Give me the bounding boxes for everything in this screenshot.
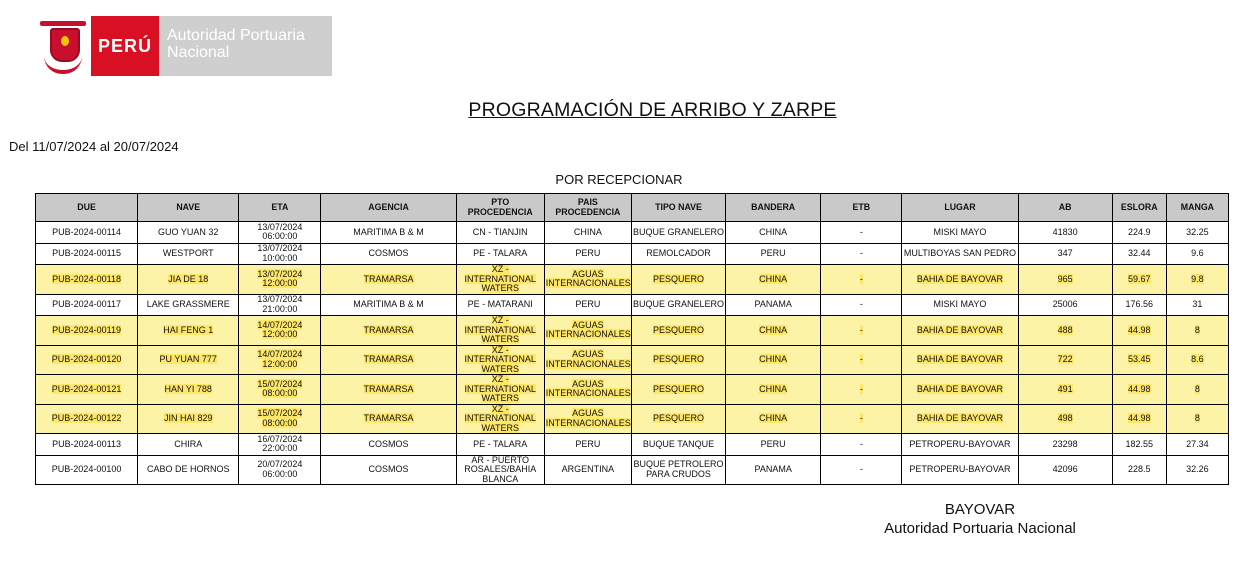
cell-value: AGUAS INTERNACIONALES	[545, 268, 631, 289]
cell-value: PE - TALARA	[473, 438, 528, 449]
table-cell	[726, 455, 821, 485]
table-cell	[821, 404, 902, 434]
table-cell	[456, 404, 544, 434]
cell-value: 41830	[1052, 226, 1078, 237]
table-cell	[902, 434, 1018, 456]
cell-value: CHINA	[759, 413, 788, 423]
table-cell	[321, 294, 456, 316]
cell-value: HAN YI 788	[164, 383, 212, 394]
cell-value: PUB-2024-00117	[52, 299, 122, 309]
table-row	[36, 434, 1229, 456]
cell-value: -	[859, 413, 863, 423]
column-header: LUGAR	[902, 194, 1018, 222]
table-cell	[1166, 434, 1228, 456]
table-cell	[239, 404, 321, 434]
table-cell	[902, 294, 1018, 316]
table-cell	[239, 222, 321, 244]
table-row	[36, 455, 1229, 485]
table-cell	[1018, 294, 1112, 316]
logo-org-line2: Nacional	[167, 44, 230, 61]
column-header: ETB	[821, 194, 902, 222]
table-cell	[138, 222, 239, 244]
table-cell	[1018, 434, 1112, 456]
table-cell	[821, 455, 902, 485]
cell-value: 44.98	[1127, 324, 1151, 335]
cell-value: PUB-2024-00120	[51, 354, 122, 364]
table-cell	[544, 375, 631, 405]
cell-value: 44.98	[1127, 383, 1151, 394]
cell-value: 20/07/2024 06:00:00	[257, 459, 303, 479]
cell-value: 965	[1057, 273, 1073, 284]
cell-value: PE - TALARA	[473, 248, 528, 258]
cell-value: PUB-2024-00122	[51, 413, 122, 423]
table-cell	[902, 455, 1018, 485]
cell-value: 15/07/2024 08:00:00	[257, 378, 303, 399]
table-cell	[631, 434, 725, 456]
table-cell	[1018, 375, 1112, 405]
section-title: POR RECEPCIONAR	[555, 172, 683, 187]
cell-value: 8.6	[1191, 354, 1204, 364]
table-cell	[1112, 345, 1166, 375]
cell-value: PUB-2024-00100	[51, 464, 122, 474]
cell-value: 498	[1057, 413, 1073, 423]
cell-value: XZ - INTERNATIONAL WATERS	[464, 264, 536, 293]
table-cell	[726, 316, 821, 346]
cell-value: COSMOS	[368, 464, 409, 474]
logo-org-name	[159, 16, 332, 76]
cell-value: XZ - INTERNATIONAL WATERS	[464, 315, 536, 344]
cell-value: PESQUERO	[653, 324, 705, 335]
cell-value: XZ - INTERNATIONAL WATERS	[464, 345, 536, 374]
cell-value: BAHIA DE BAYOVAR	[916, 354, 1004, 364]
table-cell	[1018, 404, 1112, 434]
table-row	[36, 345, 1229, 375]
cell-value: CHINA	[759, 383, 788, 394]
page-title: PROGRAMACIÓN DE ARRIBO Y ZARPE	[468, 99, 837, 121]
table-cell	[1112, 222, 1166, 244]
cell-value: 32.25	[1186, 226, 1209, 237]
table-cell	[321, 265, 456, 295]
table-cell	[1018, 345, 1112, 375]
table-cell	[1112, 294, 1166, 316]
table-cell	[631, 316, 725, 346]
cell-value: -	[859, 438, 863, 449]
cell-value: PANAMA	[754, 299, 792, 309]
table-cell	[36, 316, 138, 346]
table-cell	[239, 294, 321, 316]
table-cell	[821, 434, 902, 456]
table-cell	[631, 222, 725, 244]
cell-value: COSMOS	[368, 248, 409, 258]
table-cell	[36, 375, 138, 405]
cell-value: CHINA	[759, 324, 788, 335]
cell-value: JIA DE 18	[168, 273, 209, 284]
cell-value: LAKE GRASSMERE	[146, 299, 230, 309]
cell-value: -	[859, 324, 863, 335]
table-cell	[36, 404, 138, 434]
table-cell	[726, 434, 821, 456]
table-cell	[631, 455, 725, 485]
schedule-table	[35, 193, 1229, 485]
table-cell	[456, 243, 544, 265]
cell-value: 8	[1194, 413, 1200, 423]
table-cell	[1166, 294, 1228, 316]
table-cell	[821, 375, 902, 405]
cell-value: 347	[1057, 248, 1073, 258]
cell-value: PUB-2024-00118	[52, 273, 122, 284]
table-row	[36, 316, 1229, 346]
logo-country: PERÚ	[91, 16, 159, 76]
table-cell	[544, 222, 631, 244]
table-cell	[1112, 434, 1166, 456]
cell-value: PUB-2024-00113	[52, 438, 122, 449]
cell-value: PU YUAN 777	[159, 354, 217, 364]
cell-value: PETROPERU-BAYOVAR	[909, 438, 1011, 449]
table-cell	[726, 243, 821, 265]
cell-value: PERU	[575, 438, 601, 449]
column-header: PAIS PROCEDENCIA	[544, 194, 631, 222]
table-header-row	[36, 194, 1229, 222]
cell-value: CHINA	[573, 226, 602, 237]
cell-value: 8	[1194, 383, 1200, 394]
table-cell	[631, 294, 725, 316]
table-cell	[456, 434, 544, 456]
cell-value: PUB-2024-00121	[51, 383, 122, 394]
table-cell	[821, 222, 902, 244]
table-cell	[821, 316, 902, 346]
column-header: DUE	[36, 194, 138, 222]
cell-value: CHINA	[759, 273, 788, 284]
cell-value: JIN HAI 829	[163, 413, 213, 423]
cell-value: TRAMARSA	[363, 324, 414, 335]
cell-value: BAHIA DE BAYOVAR	[916, 413, 1004, 423]
cell-value: 13/07/2024 12:00:00	[257, 268, 303, 289]
cell-value: 228.5	[1127, 464, 1151, 474]
table-cell	[1018, 243, 1112, 265]
table-cell	[321, 316, 456, 346]
table-cell	[321, 222, 456, 244]
cell-value: 9.8	[1191, 273, 1204, 284]
table-cell	[1166, 345, 1228, 375]
column-header: BANDERA	[726, 194, 821, 222]
table-cell	[321, 434, 456, 456]
cell-value: TRAMARSA	[363, 354, 414, 364]
cell-value: 224.9	[1127, 226, 1151, 237]
cell-value: 14/07/2024 12:00:00	[257, 319, 303, 340]
table-cell	[821, 243, 902, 265]
cell-value: PANAMA	[754, 464, 792, 474]
cell-value: AGUAS INTERNACIONALES	[545, 349, 631, 369]
cell-value: HAI FENG 1	[163, 324, 214, 335]
table-cell	[544, 404, 631, 434]
cell-value: TRAMARSA	[363, 383, 414, 394]
table-cell	[1166, 404, 1228, 434]
cell-value: PESQUERO	[653, 413, 705, 423]
table-cell	[456, 294, 544, 316]
cell-value: 13/07/2024 06:00:00	[257, 221, 303, 242]
table-cell	[1112, 375, 1166, 405]
table-cell	[1018, 455, 1112, 485]
cell-value: WESTPORT	[162, 248, 214, 258]
table-row	[36, 294, 1229, 316]
table-cell	[321, 243, 456, 265]
table-cell	[456, 345, 544, 375]
footer-org: Autoridad Portuaria Nacional	[884, 520, 1076, 537]
table-cell	[138, 455, 239, 485]
cell-value: PERU	[575, 299, 601, 309]
cell-value: TRAMARSA	[363, 413, 414, 423]
table-cell	[902, 243, 1018, 265]
cell-value: GUO YUAN 32	[158, 226, 219, 237]
table-cell	[1166, 316, 1228, 346]
cell-value: 8	[1194, 324, 1200, 335]
table-cell	[138, 243, 239, 265]
table-cell	[138, 434, 239, 456]
table-cell	[726, 375, 821, 405]
table-row	[36, 404, 1229, 434]
table-cell	[631, 404, 725, 434]
table-row	[36, 243, 1229, 265]
cell-value: PUB-2024-00115	[52, 248, 122, 258]
table-cell	[1166, 455, 1228, 485]
table-cell	[138, 404, 239, 434]
table-cell	[239, 265, 321, 295]
table-cell	[36, 455, 138, 485]
logo-org-line1: Autoridad Portuaria	[167, 27, 305, 44]
table-cell	[456, 316, 544, 346]
cell-value: 23298	[1052, 438, 1078, 449]
table-cell	[321, 375, 456, 405]
table-cell	[1166, 243, 1228, 265]
cell-value: MULTIBOYAS SAN PEDRO	[903, 248, 1017, 258]
table-cell	[239, 243, 321, 265]
table-cell	[631, 243, 725, 265]
table-cell	[36, 222, 138, 244]
table-cell	[456, 265, 544, 295]
table-cell	[544, 265, 631, 295]
cell-value: 176.56	[1125, 299, 1154, 309]
cell-value: 488	[1057, 324, 1073, 335]
cell-value: BUQUE GRANELERO	[633, 299, 725, 309]
table-cell	[456, 222, 544, 244]
table-cell	[138, 294, 239, 316]
cell-value: 44.98	[1127, 413, 1151, 423]
cell-value: 722	[1057, 354, 1073, 364]
table-cell	[1112, 316, 1166, 346]
cell-value: BUQUE TANQUE	[642, 438, 715, 449]
table-cell	[36, 243, 138, 265]
coat-of-arms-icon	[36, 16, 91, 76]
table-cell	[902, 345, 1018, 375]
cell-value: 14/07/2024 12:00:00	[257, 349, 303, 369]
cell-value: PESQUERO	[653, 354, 705, 364]
table-cell	[239, 455, 321, 485]
table-cell	[138, 316, 239, 346]
cell-value: CABO DE HORNOS	[146, 464, 230, 474]
cell-value: XZ - INTERNATIONAL WATERS	[464, 404, 536, 433]
cell-value: ARGENTINA	[561, 464, 615, 474]
cell-value: MISKI MAYO	[933, 299, 987, 309]
date-range: Del 11/07/2024 al 20/07/2024	[9, 139, 179, 154]
column-header: MANGA	[1166, 194, 1228, 222]
column-header: AB	[1018, 194, 1112, 222]
cell-value: -	[859, 354, 863, 364]
table-cell	[321, 455, 456, 485]
table-row	[36, 375, 1229, 405]
cell-value: PESQUERO	[653, 273, 705, 284]
cell-value: CN - TIANJIN	[472, 226, 528, 237]
cell-value: 9.6	[1191, 248, 1204, 258]
table-cell	[821, 294, 902, 316]
table-cell	[902, 404, 1018, 434]
table-cell	[544, 345, 631, 375]
column-header: NAVE	[138, 194, 239, 222]
table-cell	[821, 345, 902, 375]
table-cell	[726, 294, 821, 316]
column-header: PTO PROCEDENCIA	[456, 194, 544, 222]
cell-value: 31	[1192, 299, 1203, 309]
cell-value: BUQUE GRANELERO	[633, 226, 725, 237]
table-cell	[1112, 404, 1166, 434]
cell-value: PESQUERO	[653, 383, 705, 394]
table-cell	[726, 404, 821, 434]
cell-value: BUQUE PETROLERO PARA CRUDOS	[633, 459, 724, 479]
cell-value: 13/07/2024 10:00:00	[257, 243, 303, 263]
cell-value: BAHIA DE BAYOVAR	[916, 383, 1004, 394]
table-cell	[1018, 265, 1112, 295]
cell-value: CHINA	[759, 354, 788, 364]
table-cell	[544, 294, 631, 316]
cell-value: PUB-2024-00119	[52, 324, 122, 335]
table-cell	[544, 455, 631, 485]
table-cell	[631, 375, 725, 405]
cell-value: 27.34	[1186, 438, 1209, 449]
table-cell	[138, 265, 239, 295]
table-cell	[321, 404, 456, 434]
table-cell	[239, 434, 321, 456]
table-cell	[631, 345, 725, 375]
table-cell	[1166, 222, 1228, 244]
cell-value: 25006	[1052, 299, 1078, 309]
cell-value: CHINA	[759, 226, 788, 237]
cell-value: MARITIMA B & M	[353, 226, 424, 237]
table-cell	[902, 265, 1018, 295]
table-cell	[1112, 455, 1166, 485]
cell-value: -	[859, 464, 863, 474]
table-cell	[544, 243, 631, 265]
table-cell	[36, 265, 138, 295]
table-cell	[1018, 222, 1112, 244]
table-cell	[726, 265, 821, 295]
cell-value: PUB-2024-00114	[52, 226, 122, 237]
table-cell	[36, 294, 138, 316]
cell-value: 42096	[1052, 464, 1078, 474]
table-row	[36, 265, 1229, 295]
table-cell	[239, 345, 321, 375]
table-cell	[544, 316, 631, 346]
cell-value: 16/07/2024 22:00:00	[257, 433, 303, 454]
table-cell	[631, 265, 725, 295]
table-cell	[902, 222, 1018, 244]
cell-value: TRAMARSA	[363, 273, 414, 284]
cell-value: -	[859, 383, 863, 394]
column-header: ETA	[239, 194, 321, 222]
table-cell	[1166, 265, 1228, 295]
table-cell	[902, 316, 1018, 346]
table-row	[36, 222, 1229, 244]
cell-value: PERU	[760, 248, 786, 258]
table-cell	[456, 455, 544, 485]
apn-logo	[36, 16, 332, 76]
cell-value: MISKI MAYO	[933, 226, 987, 237]
cell-value: 491	[1057, 383, 1073, 394]
table-cell	[239, 316, 321, 346]
table-cell	[321, 345, 456, 375]
table-cell	[138, 375, 239, 405]
table-cell	[821, 265, 902, 295]
cell-value: COSMOS	[368, 438, 409, 449]
cell-value: PE - MATARANI	[467, 299, 533, 309]
cell-value: -	[859, 226, 863, 237]
footer-location: BAYOVAR	[944, 501, 1016, 518]
table-cell	[456, 375, 544, 405]
cell-value: AGUAS INTERNACIONALES	[545, 378, 631, 399]
table-cell	[1112, 243, 1166, 265]
column-header: AGENCIA	[321, 194, 456, 222]
cell-value: 13/07/2024 21:00:00	[257, 294, 303, 314]
table-cell	[1018, 316, 1112, 346]
cell-value: -	[859, 299, 863, 309]
column-header: ESLORA	[1112, 194, 1166, 222]
cell-value: -	[859, 273, 863, 284]
cell-value: BAHIA DE BAYOVAR	[916, 273, 1004, 284]
cell-value: 15/07/2024 08:00:00	[257, 408, 303, 428]
cell-value: CHIRA	[174, 438, 203, 449]
cell-value: AGUAS INTERNACIONALES	[545, 408, 631, 428]
cell-value: 32.44	[1127, 248, 1151, 258]
cell-value: PERU	[575, 248, 601, 258]
cell-value: AGUAS INTERNACIONALES	[545, 319, 631, 340]
cell-value: -	[859, 248, 863, 258]
footer	[870, 500, 1090, 538]
table-cell	[902, 375, 1018, 405]
cell-value: 32.26	[1186, 464, 1209, 474]
cell-value: 53.45	[1127, 354, 1151, 364]
cell-value: 59.67	[1127, 273, 1151, 284]
column-header: TIPO NAVE	[631, 194, 725, 222]
table-cell	[36, 345, 138, 375]
table-cell	[138, 345, 239, 375]
table-cell	[1112, 265, 1166, 295]
table-cell	[36, 434, 138, 456]
cell-value: MARITIMA B & M	[353, 299, 424, 309]
cell-value: REMOLCADOR	[646, 248, 711, 258]
cell-value: AR - PUERTO ROSALES/BAHIA BLANCA	[464, 455, 537, 484]
cell-value: PETROPERU-BAYOVAR	[909, 464, 1011, 474]
cell-value: XZ - INTERNATIONAL WATERS	[464, 374, 536, 403]
table-cell	[1166, 375, 1228, 405]
cell-value: 182.55	[1125, 438, 1154, 449]
table-cell	[544, 434, 631, 456]
table-cell	[726, 222, 821, 244]
cell-value: BAHIA DE BAYOVAR	[916, 324, 1004, 335]
cell-value: PERU	[760, 438, 786, 449]
table-cell	[239, 375, 321, 405]
table-cell	[726, 345, 821, 375]
